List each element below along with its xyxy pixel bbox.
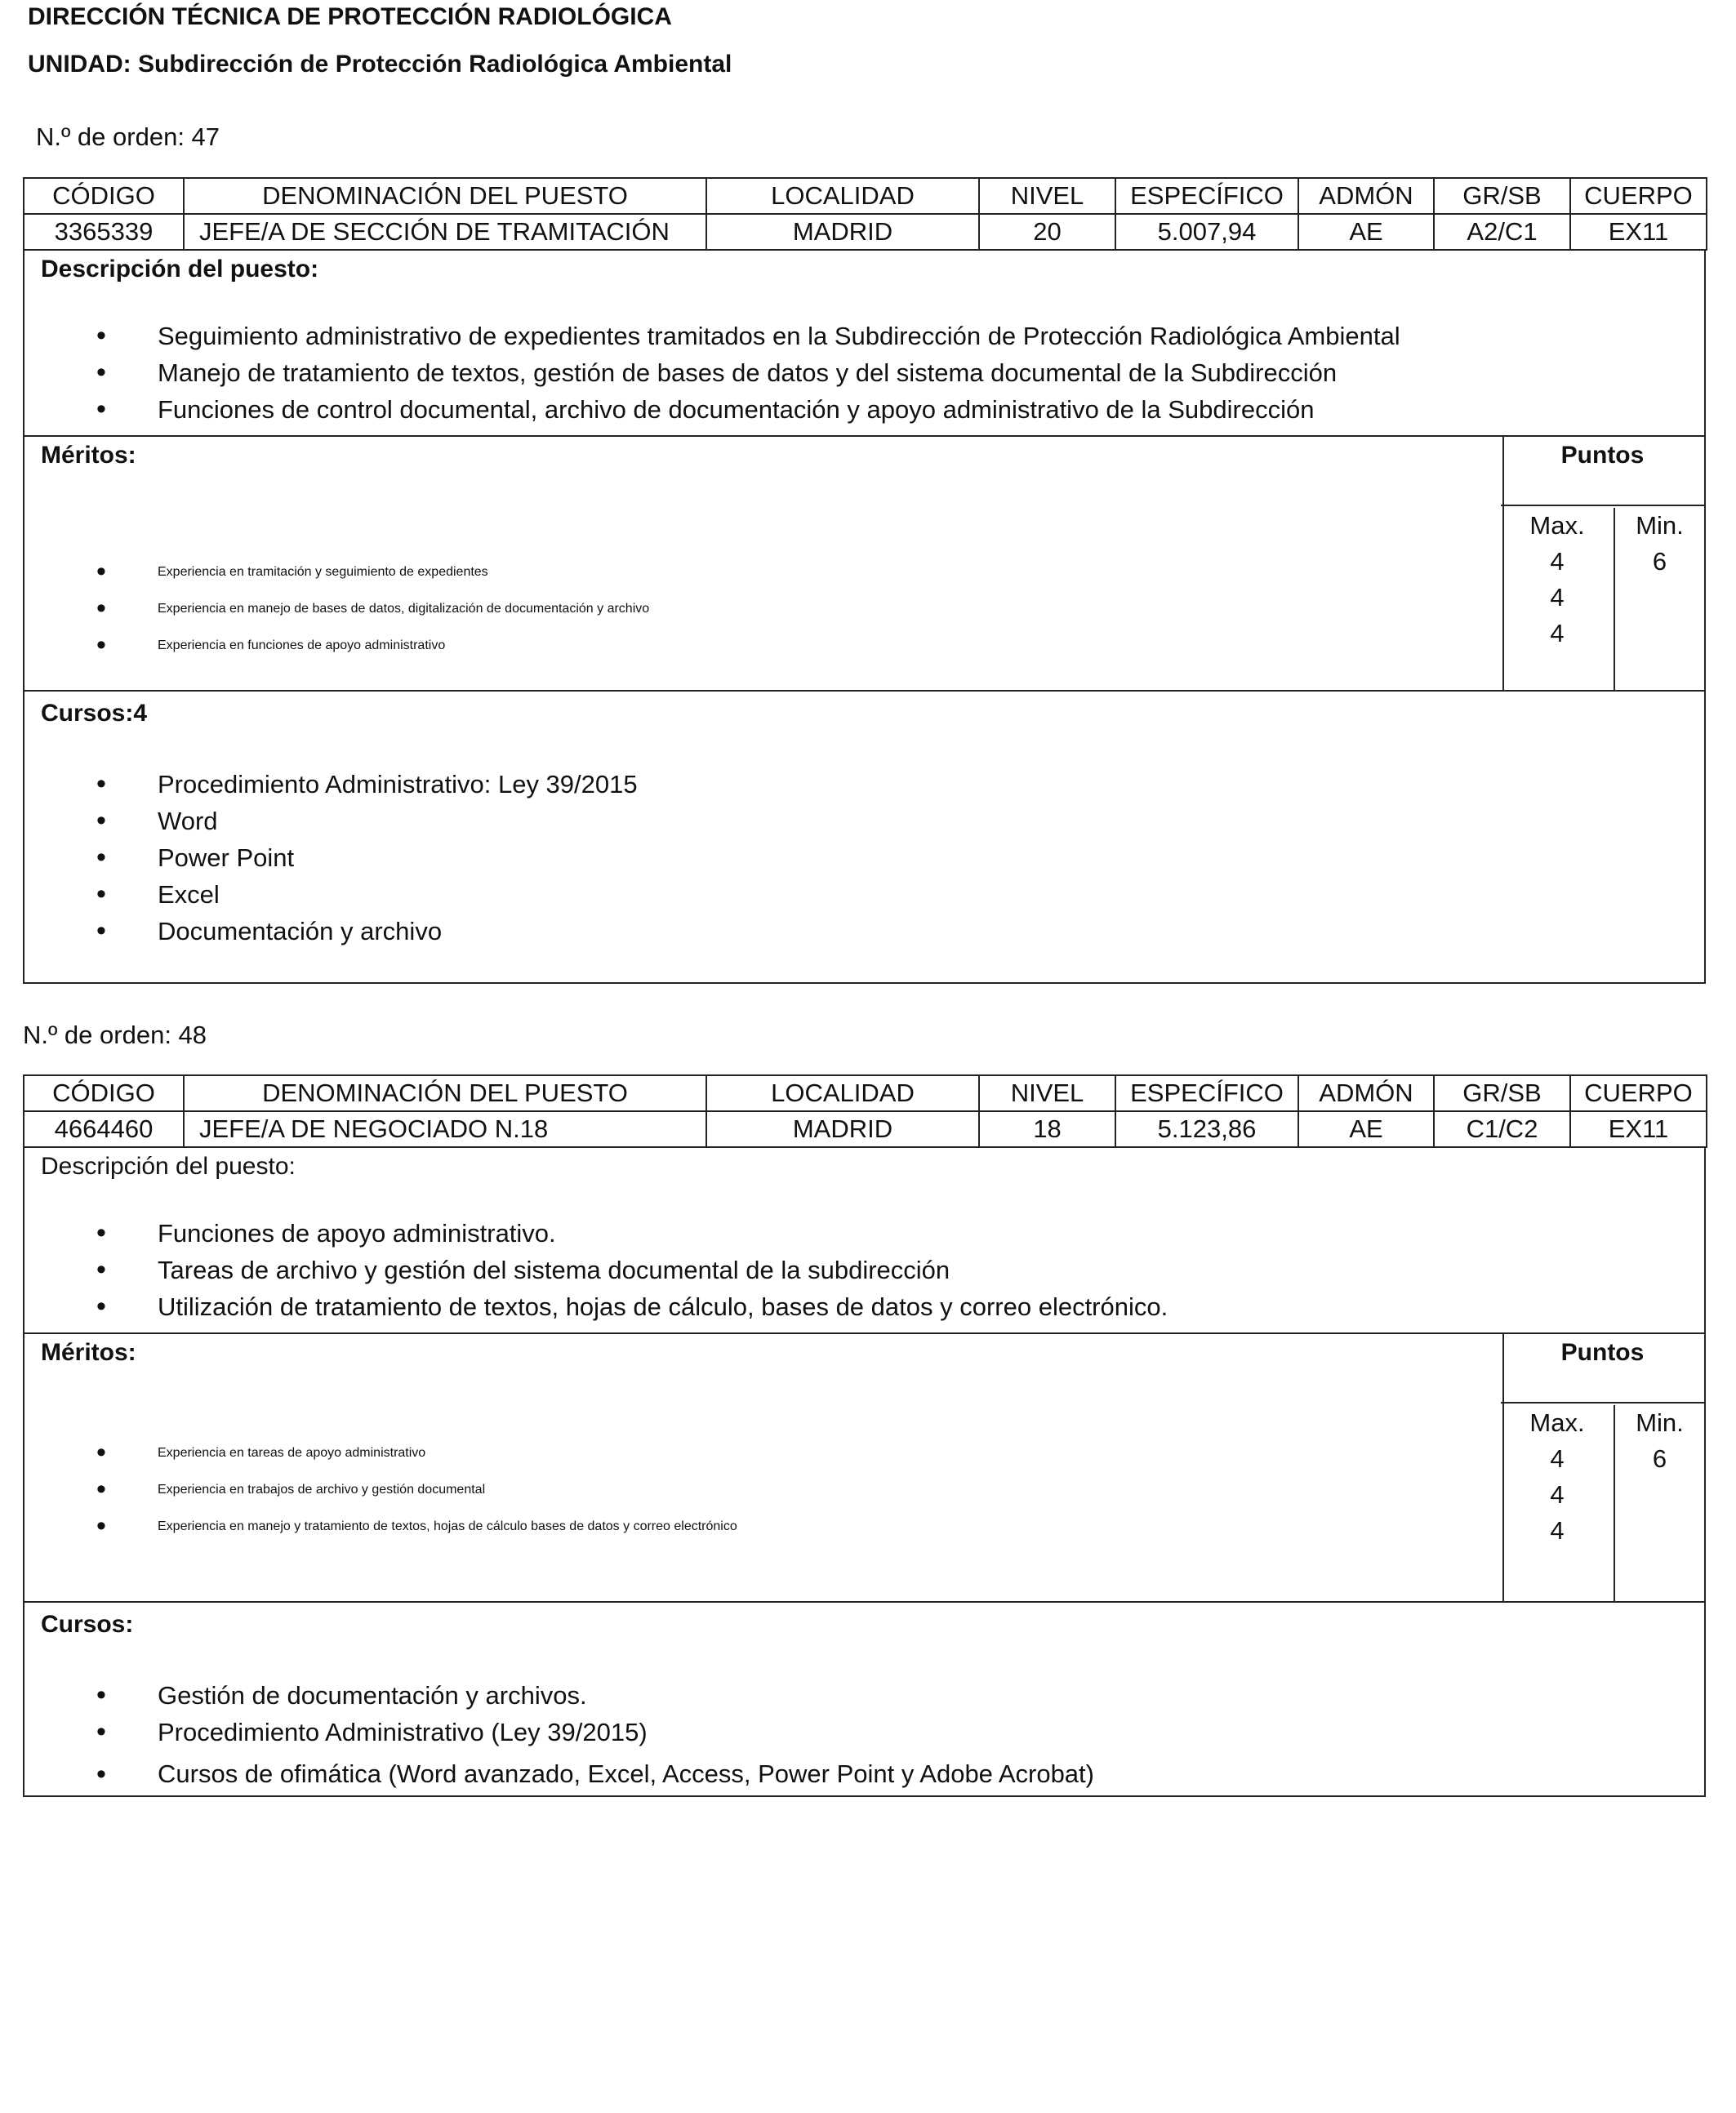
table-row (24, 214, 1707, 250)
min-value: 6 (1652, 1444, 1667, 1473)
cell-nivel: 18 (979, 1111, 1115, 1147)
col-grsb: GR/SB (1434, 178, 1570, 214)
descripcion-label: Descripción del puesto: (41, 1153, 296, 1180)
list-item: • Experiencia en manejo de bases de datos, digitalización de documentación y archivo (24, 590, 649, 627)
col-especifico: ESPECÍFICO (1115, 1075, 1298, 1111)
list-item: • Experiencia en tareas de apoyo administrativo (24, 1435, 737, 1471)
cell-admon: AE (1298, 1111, 1434, 1147)
cell-grsb: A2/C1 (1434, 214, 1570, 250)
cursos-label: Cursos:4 (41, 700, 148, 727)
cell-codigo: 4664460 (24, 1111, 184, 1147)
col-admon: ADMÓN (1298, 1075, 1434, 1111)
puntos-max (1501, 508, 1615, 690)
max-value: 4 (1550, 1516, 1565, 1545)
cell-denominacion: JEFE/A DE SECCIÓN DE TRAMITACIÓN (184, 214, 706, 250)
list-item: • Experiencia en funciones de apoyo administrativo (24, 627, 649, 664)
list-item: • Procedimiento Administrativo (Ley 39/2015) (24, 1714, 1094, 1750)
descripcion-section (23, 251, 1706, 437)
col-codigo: CÓDIGO (24, 178, 184, 214)
orden-47: N.º de orden: 47 (36, 122, 220, 151)
cell-localidad: MADRID (706, 1111, 979, 1147)
list-item: • Excel (24, 876, 638, 913)
col-localidad: LOCALIDAD (706, 178, 979, 214)
cell-localidad: MADRID (706, 214, 979, 250)
min-value: 6 (1652, 547, 1667, 576)
descripcion-list (24, 1215, 1168, 1325)
col-localidad: LOCALIDAD (706, 1075, 979, 1111)
cell-nivel: 20 (979, 214, 1115, 250)
meritos-section (23, 437, 1706, 692)
puntos-min (1615, 1405, 1704, 1601)
descripcion-section (23, 1148, 1706, 1334)
col-grsb: GR/SB (1434, 1075, 1570, 1111)
table-header-row (24, 178, 1707, 214)
list-item: • Tareas de archivo y gestión del sistema documental de la subdirección (24, 1252, 1168, 1288)
min-label: Min. (1636, 1408, 1684, 1437)
max-value: 4 (1550, 1444, 1565, 1473)
meritos-label: Méritos: (41, 1339, 136, 1366)
position-47 (23, 177, 1706, 984)
cell-cuerpo: EX11 (1570, 1111, 1707, 1147)
col-nivel: NIVEL (979, 1075, 1115, 1111)
max-label: Max. (1529, 1408, 1585, 1437)
col-codigo: CÓDIGO (24, 1075, 184, 1111)
list-item: • Seguimiento administrativo de expedientes tramitados en la Subdirección de Protección Radiológica Ambiental (24, 318, 1400, 354)
meritos-list (24, 1435, 737, 1545)
list-item: • Manejo de tratamiento de textos, gestión de bases de datos y del sistema documental de la Subdirección (24, 354, 1400, 391)
puntos-label: Puntos (1501, 437, 1704, 506)
list-item: • Documentación y archivo (24, 913, 638, 950)
min-label: Min. (1636, 511, 1684, 540)
puntos-min (1615, 508, 1704, 690)
list-item: • Funciones de apoyo administrativo. (24, 1215, 1168, 1252)
max-value: 4 (1550, 547, 1565, 576)
cursos-label: Cursos: (41, 1611, 134, 1638)
cursos-section (23, 1603, 1706, 1797)
list-item: • Procedimiento Administrativo: Ley 39/2015 (24, 766, 638, 803)
cell-admon: AE (1298, 214, 1434, 250)
puntos-column (1501, 437, 1704, 690)
position-48-table (23, 1074, 1707, 1148)
col-denominacion: DENOMINACIÓN DEL PUESTO (184, 1075, 706, 1111)
position-48 (23, 1074, 1706, 1797)
cell-cuerpo: EX11 (1570, 214, 1707, 250)
cell-especifico: 5.007,94 (1115, 214, 1298, 250)
list-item: • Funciones de control documental, archivo de documentación y apoyo administrativo de la Subdirección (24, 391, 1400, 428)
position-47-table (23, 177, 1707, 251)
cursos-list (24, 1677, 1094, 1791)
max-label: Max. (1529, 511, 1585, 540)
descripcion-list (24, 318, 1400, 428)
list-item: • Experiencia en manejo y tratamiento de textos, hojas de cálculo bases de datos y correo electrónico (24, 1508, 737, 1545)
meritos-label: Méritos: (41, 442, 136, 469)
table-row (24, 1111, 1707, 1147)
cursos-section (23, 692, 1706, 984)
cell-denominacion: JEFE/A DE NEGOCIADO N.18 (184, 1111, 706, 1147)
list-item: • Cursos de ofimática (Word avanzado, Excel, Access, Power Point y Adobe Acrobat) (24, 1750, 1094, 1791)
header-direccion: DIRECCIÓN TÉCNICA DE PROTECCIÓN RADIOLÓGICA (28, 3, 672, 30)
max-value: 4 (1550, 619, 1565, 647)
meritos-list (24, 554, 649, 664)
puntos-max (1501, 1405, 1615, 1601)
list-item: • Gestión de documentación y archivos. (24, 1677, 1094, 1714)
list-item: • Experiencia en tramitación y seguimiento de expedientes (24, 554, 649, 590)
puntos-column (1501, 1334, 1704, 1601)
descripcion-label: Descripción del puesto: (41, 256, 319, 282)
col-admon: ADMÓN (1298, 178, 1434, 214)
list-item: • Word (24, 803, 638, 839)
list-item: • Utilización de tratamiento de textos, hojas de cálculo, bases de datos y correo electrónico. (24, 1288, 1168, 1325)
orden-48: N.º de orden: 48 (23, 1021, 207, 1049)
col-cuerpo: CUERPO (1570, 1075, 1707, 1111)
col-nivel: NIVEL (979, 178, 1115, 214)
header-unidad: UNIDAD: Subdirección de Protección Radiológica Ambiental (28, 51, 732, 78)
col-especifico: ESPECÍFICO (1115, 178, 1298, 214)
list-item: • Power Point (24, 839, 638, 876)
cursos-list (24, 766, 638, 950)
table-header-row (24, 1075, 1707, 1111)
list-item: • Experiencia en trabajos de archivo y gestión documental (24, 1471, 737, 1508)
puntos-label: Puntos (1501, 1334, 1704, 1403)
col-cuerpo: CUERPO (1570, 178, 1707, 214)
max-value: 4 (1550, 583, 1565, 612)
cell-especifico: 5.123,86 (1115, 1111, 1298, 1147)
max-value: 4 (1550, 1480, 1565, 1509)
meritos-section (23, 1334, 1706, 1603)
col-denominacion: DENOMINACIÓN DEL PUESTO (184, 178, 706, 214)
cell-grsb: C1/C2 (1434, 1111, 1570, 1147)
cell-codigo: 3365339 (24, 214, 184, 250)
